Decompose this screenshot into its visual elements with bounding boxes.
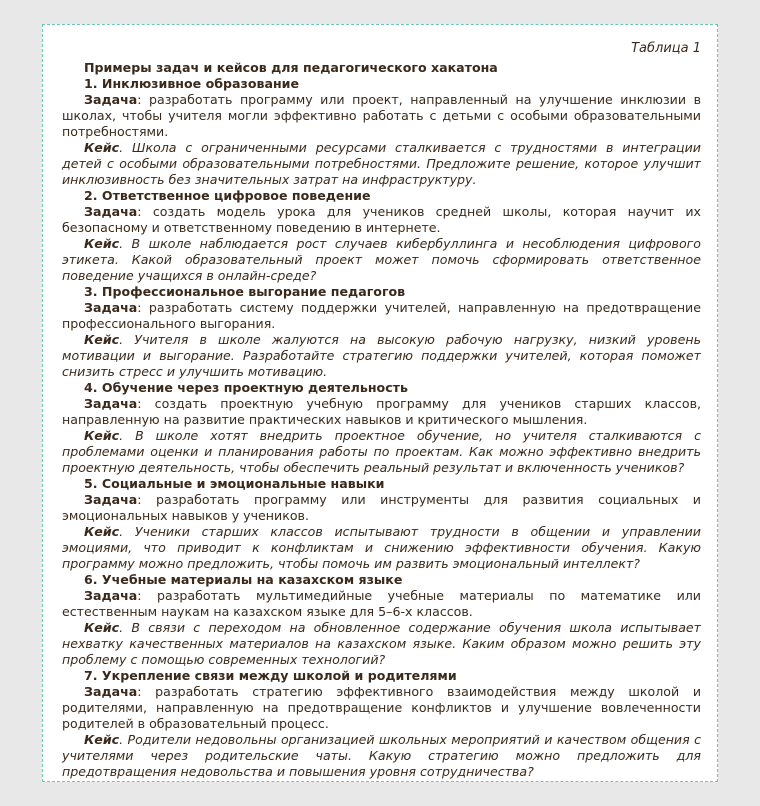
case-paragraph	[62, 732, 701, 780]
section-heading: 2. Ответственное цифровое поведение	[84, 188, 371, 203]
task-label: Задача	[84, 92, 138, 107]
case-label: Кейс	[84, 732, 120, 747]
task-text: : разработать программу или проект, направленный на улучшение инклюзии в школах, чтобы учителя могли эффективно работать с детьми с особыми образовательными потребностями.	[62, 92, 701, 139]
case-paragraph	[62, 620, 701, 668]
task-text: : разработать мультимедийные учебные материалы по математике или естественным наукам на казахском языке для 5–6-х классов.	[62, 588, 701, 619]
section	[62, 284, 701, 380]
task-paragraph	[62, 396, 701, 428]
task-paragraph	[62, 492, 701, 524]
task-paragraph	[62, 684, 701, 732]
case-label: Кейс	[84, 524, 120, 539]
task-text: : разработать стратегию эффективного взаимодействия между школой и родителями, направленную на предотвращение конфликтов и улучшение вовлеченности родителей в образовательный процесс.	[62, 684, 701, 731]
task-text: : разработать программу или инструменты для развития социальных и эмоциональных навыков у учеников.	[62, 492, 701, 523]
case-paragraph	[62, 332, 701, 380]
case-label: Кейс	[84, 428, 120, 443]
task-label: Задача	[84, 204, 138, 219]
case-text: . Ученики старших классов испытывают трудности в общении и управлении эмоциями, что приводит к конфликтам и снижению эффективности обучения. Какую программу можно предложить, чтобы помочь им развить эмоциональный интеллект?	[62, 524, 701, 571]
section	[62, 76, 701, 188]
table-label: Таблица 1	[631, 41, 701, 56]
case-paragraph	[62, 524, 701, 572]
case-label: Кейс	[84, 140, 120, 155]
case-text: . В связи с переходом на обновленное содержание обучения школа испытывает нехватку качественных материалов на казахском языке. Каким образом можно решить эту проблему с помощью современных технологий?	[62, 620, 701, 667]
task-label: Задача	[84, 684, 138, 699]
task-paragraph	[62, 300, 701, 332]
section-heading: 7. Укрепление связи между школой и родителями	[84, 668, 457, 683]
task-text: : создать модель урока для учеников средней школы, которая научит их безопасному и ответственному поведению в интернете.	[62, 204, 701, 235]
section	[62, 380, 701, 476]
section	[62, 668, 701, 780]
case-label: Кейс	[84, 332, 120, 347]
section-heading: 6. Учебные материалы на казахском языке	[84, 572, 403, 587]
task-paragraph	[62, 204, 701, 236]
case-label: Кейс	[84, 236, 120, 251]
task-label: Задача	[84, 588, 138, 603]
sections-list	[62, 76, 701, 780]
task-label: Задача	[84, 396, 138, 411]
case-text: . В школе наблюдается рост случаев кибербуллинга и несоблюдения цифрового этикета. Какой образовательный проект может помочь сформировать ответственное поведение учащихся в онлайн-среде?	[62, 236, 701, 283]
section-heading: 3. Профессиональное выгорание педагогов	[84, 284, 406, 299]
task-label: Задача	[84, 492, 138, 507]
document-title: Примеры задач и кейсов для педагогического хакатона	[84, 60, 498, 75]
section-heading: 1. Инклюзивное образование	[84, 76, 300, 91]
task-label: Задача	[84, 300, 138, 315]
case-paragraph	[62, 236, 701, 284]
section	[62, 188, 701, 284]
section	[62, 572, 701, 668]
case-text: . Родители недовольны организацией школьных мероприятий и качеством общения с учителями через родительские чаты. Какую стратегию можно предложить для предотвращения недовольства и повышения уровня сотрудничества?	[62, 732, 701, 779]
case-paragraph	[62, 140, 701, 188]
table-panel	[42, 24, 718, 782]
task-paragraph	[62, 92, 701, 140]
task-paragraph	[62, 588, 701, 620]
task-text: : разработать систему поддержки учителей, направленную на предотвращение профессионального выгорания.	[62, 300, 701, 331]
section-heading: 4. Обучение через проектную деятельность	[84, 380, 408, 395]
case-text: . В школе хотят внедрить проектное обучение, но учителя сталкиваются с проблемами оценки и планирования работы по проектам. Как можно эффективно внедрить проектную деятельность, чтобы обеспечить реальный результат и включенность учеников?	[62, 428, 701, 475]
case-label: Кейс	[84, 620, 120, 635]
case-paragraph	[62, 428, 701, 476]
section	[62, 476, 701, 572]
task-text: : создать проектную учебную программу для учеников старших классов, направленную на развитие практических навыков и критического мышления.	[62, 396, 701, 427]
case-text: . Школа с ограниченными ресурсами сталкивается с трудностями в интеграции детей с особыми образовательными потребностями. Предложите решение, которое улучшит инклюзивность без значительных затрат на инфраструктуру.	[62, 140, 701, 187]
section-heading: 5. Социальные и эмоциональные навыки	[84, 476, 385, 491]
case-text: . Учителя в школе жалуются на высокую рабочую нагрузку, низкий уровень мотивации и выгорание. Разработайте стратегию поддержки учителей, которая поможет снизить стресс и улучшить мотивацию.	[62, 332, 701, 379]
